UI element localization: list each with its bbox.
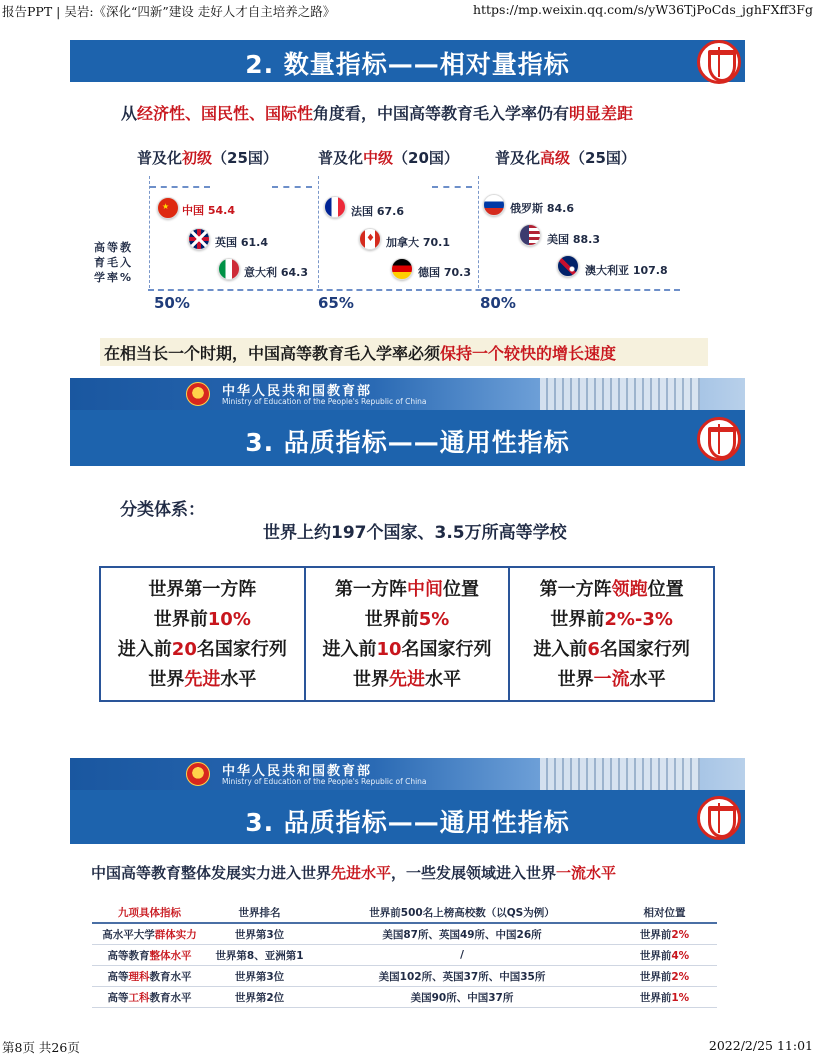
ministry-header	[70, 378, 745, 410]
table-row: 高水平大学群体实力 世界第3位 美国87所、英国49所、中国26所 世界前2%	[92, 924, 717, 945]
country-france: 法国 67.6	[351, 205, 404, 218]
print-header-title: 报告PPT | 吴岩:《深化“四新”建设 走好人才自主培养之路》	[2, 4, 336, 19]
country-china: 中国 54.4	[182, 204, 235, 217]
slide3-lead: 中国高等教育整体发展实力进入世界先进水平，一些发展领域进入世界一流水平	[91, 864, 617, 882]
threshold-divider	[318, 176, 319, 288]
france-flag-icon	[324, 196, 346, 218]
slide1-banner	[70, 40, 745, 82]
dashed-arrow	[432, 186, 472, 188]
ministry-name-en: Ministry of Education of the People's Republic of China	[222, 397, 427, 406]
italy-flag-icon	[218, 258, 240, 280]
usa-flag-icon	[519, 224, 541, 246]
conclusion-highlight	[100, 338, 708, 366]
dashed-arrow	[272, 186, 312, 188]
print-header-url: https://mp.weixin.qq.com/s/yW36TjPoCds_jghFXff3Fg	[472, 2, 813, 17]
indicator-table	[92, 903, 717, 1008]
national-emblem-icon	[186, 382, 210, 406]
class-column-leading: 第一方阵领跑位置 世界前2%-3% 进入前6名国家行列 世界一流水平	[508, 568, 713, 700]
threshold-divider	[149, 176, 150, 288]
table-row: 高等理科教育水平 世界第3位 美国102所、英国37所、中国35所 世界前2%	[92, 966, 717, 987]
country-usa: 美国 88.3	[547, 233, 600, 246]
threshold-50: 50%	[154, 294, 190, 312]
classify-subtitle: 世界上约197个国家、3.5万所高等学校	[263, 523, 567, 543]
uk-flag-icon	[188, 228, 210, 250]
threshold-80: 80%	[480, 294, 516, 312]
print-footer-page: 第8页 共26页	[2, 1040, 80, 1055]
tier-initial: 普及化初级（25国）	[137, 149, 278, 167]
country-uk: 英国 61.4	[215, 236, 268, 249]
class-column-first: 世界第一方阵 世界前10% 进入前20名国家行列 世界先进水平	[117, 578, 287, 690]
conclusion-text: 在相当长一个时期，中国高等教育毛入学率必须保持一个较快的增长速度	[104, 344, 617, 363]
classify-label: 分类体系：	[120, 500, 205, 520]
slide1-lead: 从经济性、国民性、国际性角度看，中国高等教育毛入学率仍有明显差距	[121, 104, 634, 123]
country-italy: 意大利 64.3	[244, 266, 308, 279]
canada-flag-icon: ♦	[359, 228, 381, 250]
china-flag-icon: ★	[157, 197, 179, 219]
axis-line	[148, 289, 680, 291]
ministry-name-en: Ministry of Education of the People's Republic of China	[222, 777, 427, 786]
country-australia: 澳大利亚 107.8	[585, 264, 668, 277]
table-row: 高等教育整体水平 世界第8、亚洲第1 / 世界前4%	[92, 945, 717, 966]
tier-advanced: 普及化高级（25国）	[495, 149, 636, 167]
threshold-divider	[478, 176, 479, 288]
table-header-row: 九项具体指标 世界排名 世界前500名上榜高校数（以QS为例） 相对位置	[92, 903, 717, 924]
university-logo-icon	[697, 796, 741, 840]
building-image	[540, 758, 700, 790]
country-russia: 俄罗斯 84.6	[510, 202, 574, 215]
building-image	[540, 378, 700, 410]
university-logo-icon	[697, 40, 741, 84]
y-axis-label: 高等教 育毛入 学率%	[94, 241, 134, 284]
national-emblem-icon	[186, 762, 210, 786]
print-footer-date: 2022/2/25 11:01	[708, 1038, 813, 1053]
slide3-banner	[70, 790, 745, 844]
australia-flag-icon	[557, 255, 579, 277]
dashed-arrow	[150, 186, 210, 188]
classification-table	[99, 566, 715, 702]
tier-intermediate: 普及化中级（20国）	[318, 149, 459, 167]
university-logo-icon	[697, 417, 741, 461]
country-canada: 加拿大 70.1	[386, 236, 450, 249]
germany-flag-icon	[391, 258, 413, 280]
ministry-name-cn: 中华人民共和国教育部	[222, 384, 373, 399]
threshold-65: 65%	[318, 294, 354, 312]
slide1-title: 2. 数量指标——相对量指标	[245, 50, 570, 79]
country-germany: 德国 70.3	[418, 266, 471, 279]
table-row: 高等工科教育水平 世界第2位 美国90所、中国37所 世界前1%	[92, 987, 717, 1008]
slide2-title: 3. 品质指标——通用性指标	[245, 428, 570, 457]
class-column-middle: 第一方阵中间位置 世界前5% 进入前10名国家行列 世界先进水平	[304, 568, 509, 700]
russia-flag-icon	[483, 194, 505, 216]
slide3-title: 3. 品质指标——通用性指标	[245, 808, 570, 837]
ministry-name-cn: 中华人民共和国教育部	[222, 764, 373, 779]
ministry-header	[70, 758, 745, 790]
slide2-banner	[70, 410, 745, 466]
